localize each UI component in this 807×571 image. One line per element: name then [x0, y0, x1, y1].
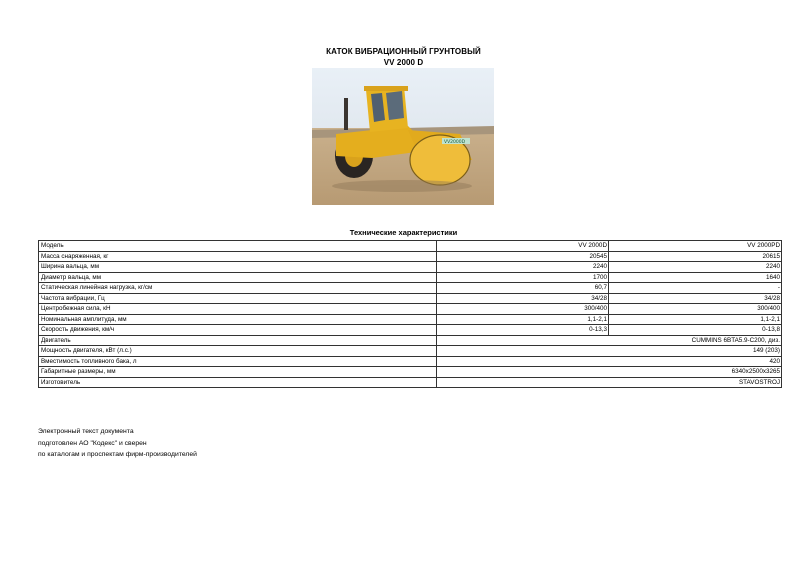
- value-vv2000pd: VV 2000PD: [609, 241, 782, 252]
- table-row: [39, 251, 782, 262]
- value-vv2000pd: 1640: [609, 272, 782, 283]
- footer-line: Электронный текст документа: [38, 428, 134, 435]
- table-row: [39, 325, 782, 336]
- road-roller-photo: [312, 68, 494, 205]
- row-label: Модель: [39, 241, 437, 252]
- value-vv2000d: 1,1-2,1: [437, 314, 609, 325]
- roller-model-label: VV2000D: [444, 140, 466, 145]
- table-row: [39, 356, 782, 367]
- row-label: Масса снаряженная, кг: [39, 251, 437, 262]
- value-shared: CUMMINS 6BTA5.9-C200, диз.: [437, 335, 782, 346]
- footer-note: [38, 426, 197, 461]
- value-vv2000d: 60,7: [437, 283, 609, 294]
- table-row: [39, 283, 782, 294]
- row-label: Скорость движения, км/ч: [39, 325, 437, 336]
- value-vv2000pd: 20615: [609, 251, 782, 262]
- document-title: КАТОК ВИБРАЦИОННЫЙ ГРУНТОВЫЙ: [326, 47, 481, 56]
- row-label: Центробежная сила, кН: [39, 304, 437, 315]
- value-vv2000d: 2240: [437, 262, 609, 273]
- row-label: Статическая линейная нагрузка, кг/см: [39, 283, 437, 294]
- table-row: [39, 367, 782, 378]
- table-row: [39, 346, 782, 357]
- row-label: Мощность двигателя, кВт (л.с.): [39, 346, 437, 357]
- value-vv2000d: VV 2000D: [437, 241, 609, 252]
- row-label: Вместимость топливного бака, л: [39, 356, 437, 367]
- row-label: Диаметр вальца, мм: [39, 272, 437, 283]
- value-vv2000d: 300/400: [437, 304, 609, 315]
- row-label: Изготовитель: [39, 377, 437, 388]
- value-shared: 420: [437, 356, 782, 367]
- row-label: Двигатель: [39, 335, 437, 346]
- table-row: [39, 314, 782, 325]
- model-title: VV 2000 D: [383, 58, 424, 67]
- table-row: [39, 262, 782, 273]
- table-row: [39, 293, 782, 304]
- value-vv2000d: 34/28: [437, 293, 609, 304]
- value-shared: 6340x2500x3265: [437, 367, 782, 378]
- value-shared: STAVOSTROJ: [437, 377, 782, 388]
- value-vv2000pd: 0-13,8: [609, 325, 782, 336]
- value-vv2000pd: 34/28: [609, 293, 782, 304]
- value-vv2000d: 0-13,3: [437, 325, 609, 336]
- row-label: Номинальная амплитуда, мм: [39, 314, 437, 325]
- value-vv2000pd: -: [609, 283, 782, 294]
- value-vv2000d: 20545: [437, 251, 609, 262]
- footer-line: по каталогам и проспектам фирм-производителей: [38, 451, 197, 458]
- table-row: [39, 272, 782, 283]
- value-vv2000pd: 2240: [609, 262, 782, 273]
- table-row: [39, 335, 782, 346]
- table-row: [39, 241, 782, 252]
- spec-table: [38, 240, 782, 388]
- value-vv2000d: 1700: [437, 272, 609, 283]
- row-label: Ширина вальца, мм: [39, 262, 437, 273]
- table-row: [39, 377, 782, 388]
- value-vv2000pd: 1,1-2,1: [609, 314, 782, 325]
- table-row: [39, 304, 782, 315]
- footer-line: подготовлен АО "Кодекс" и сверен: [38, 439, 147, 447]
- section-title: Технические характеристики: [349, 228, 458, 237]
- value-shared: 149 (203): [437, 346, 782, 357]
- row-label: Частота вибрации, Гц: [39, 293, 437, 304]
- row-label: Габаритные размеры, мм: [39, 367, 437, 378]
- value-vv2000pd: 300/400: [609, 304, 782, 315]
